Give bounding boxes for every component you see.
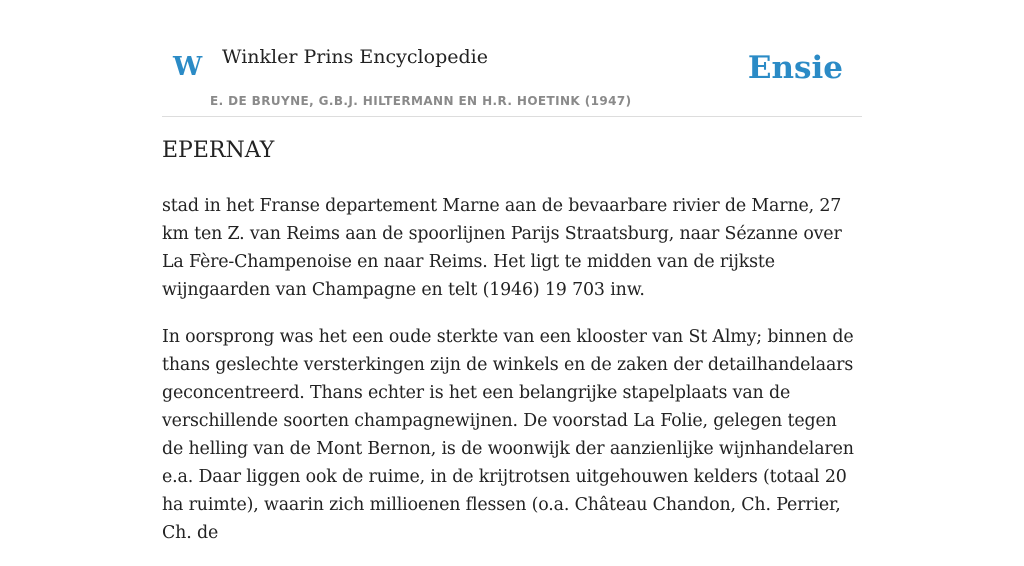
source-authors: E. DE BRUYNE, G.B.J. HILTERMANN EN H.R. HOETINK (1947) — [210, 94, 632, 108]
site-header — [162, 40, 862, 117]
source-title-link[interactable]: Winkler Prins Encyclopedie — [222, 46, 488, 68]
ensie-logo[interactable]: Ensie — [747, 50, 843, 86]
article-paragraph: In oorsprong was het een oude sterkte van een klooster van St Almy; binnen de thans geslechte versterkingen zijn de winkels en de zaken der detailhandelaars geconcentreerd. Thans echter is het een belangrijke stapelplaats van de verschillende soorten champagnewijnen. De voorstad La Folie, gelegen tegen de helling van de Mont Bernon, is de woonwijk der aanzienlijke wijnhandelaren e.a. Daar liggen ook de ruime, in de krijtrotsen uitgehouwen kelders (totaal 20 ha ruimte), waarin zich millioenen flessen (o.a. Château Chandon, Ch. Perrier, Ch. de — [162, 327, 854, 543]
article-body — [162, 192, 862, 566]
article-paragraph: stad in het Franse departement Marne aan de bevaarbare rivier de Marne, 27 km ten Z. van Reims aan de spoorlijnen Parijs Straatsburg, naar Sézanne over La Fère-Champenoise en naar Reims. Het ligt te midden van de rijkste wijngaarden van Champagne en telt (1946) 19 703 inw. — [162, 196, 842, 300]
article-title: EPERNAY — [162, 138, 275, 163]
source-logo[interactable]: W — [173, 52, 203, 82]
